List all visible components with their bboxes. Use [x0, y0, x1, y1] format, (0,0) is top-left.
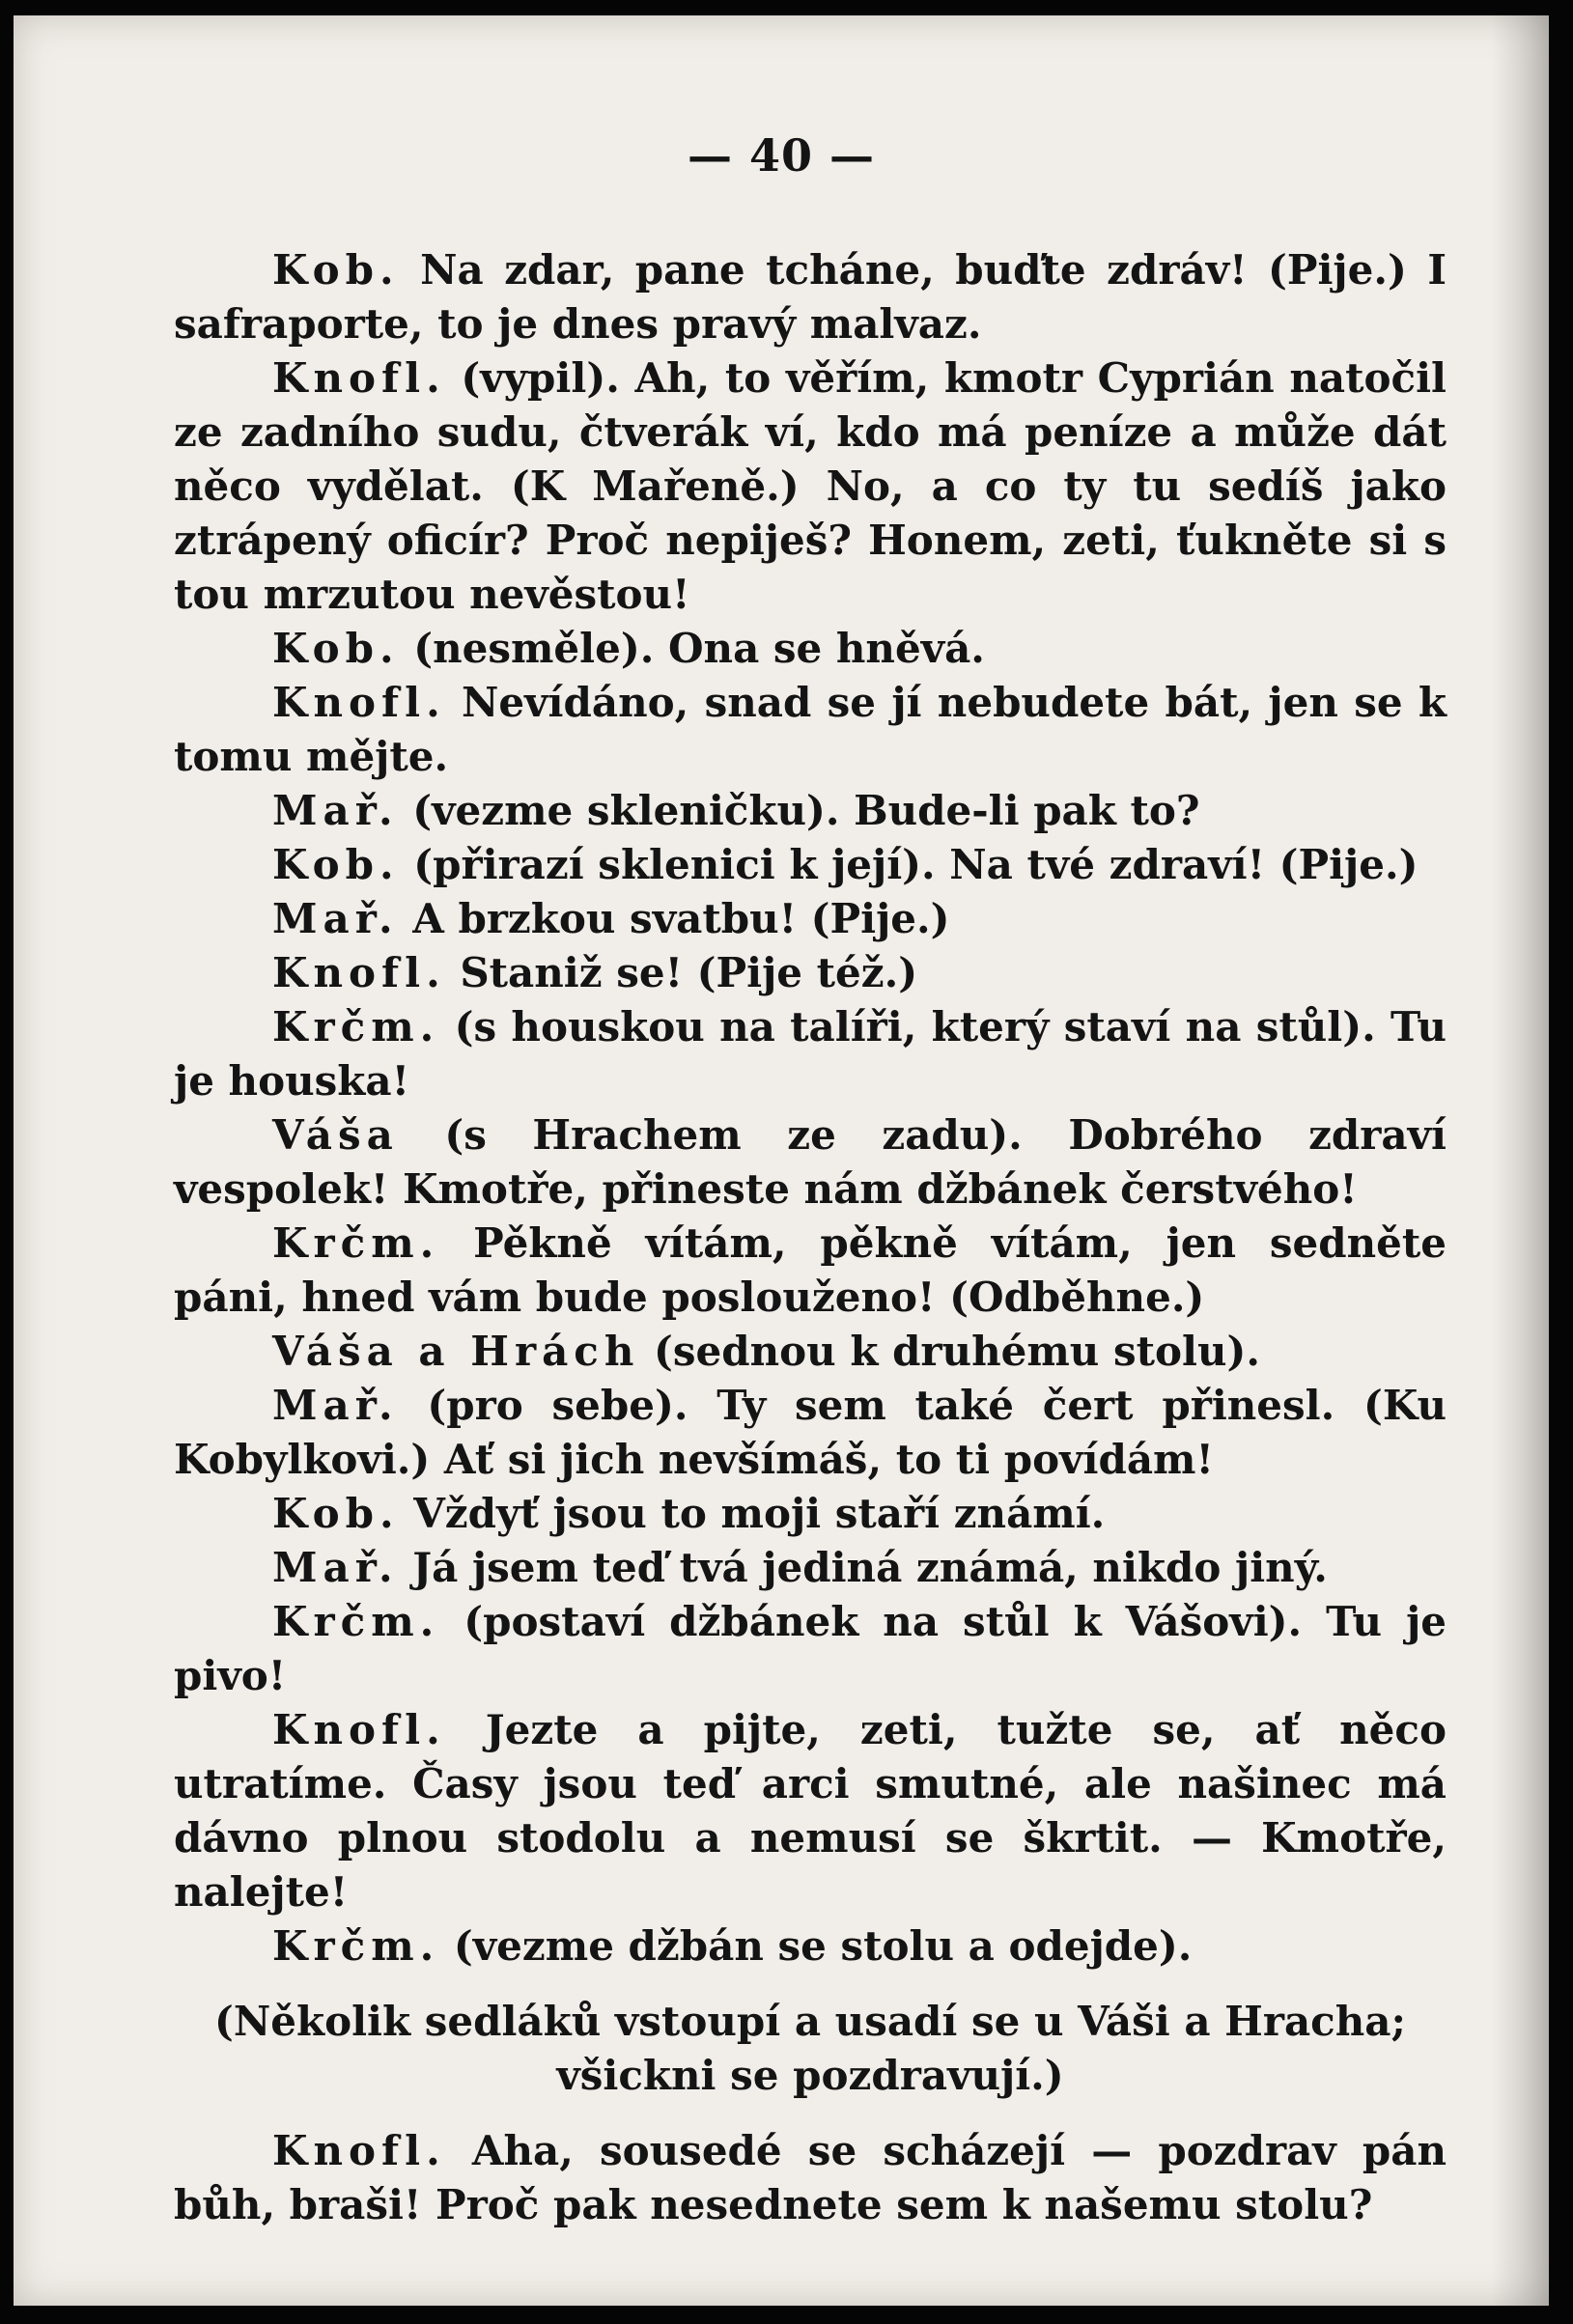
dialogue-line — [174, 784, 1447, 838]
speaker: Krčm. — [272, 1598, 440, 1645]
dialogue-line — [174, 892, 1447, 946]
line-text: Jezte a pijte, zeti, tužte se, ať něco utratíme. Časy jsou teď arci smutné, ale našinec má dávno plnou stodolu a nemusí se škrtit. — Kmotře, nalejte! — [174, 1706, 1447, 1916]
speaker: Mař. — [272, 787, 399, 834]
page-number: — 40 — — [687, 129, 876, 182]
dialogue-line — [174, 1487, 1447, 1541]
line-text: (vezme džbán se stolu a odejde). — [439, 1922, 1193, 1970]
speaker: Kob. — [272, 841, 400, 888]
speaker: Krčm. — [272, 1922, 440, 1970]
speaker: Knofl. — [272, 679, 446, 726]
line-text: (nesměle). Ona se hněvá. — [399, 625, 985, 672]
dialogue-line — [174, 243, 1447, 351]
line-text: (vezme skleničku). Bude-li pak to? — [398, 787, 1200, 834]
line-text: Já jsem teď tvá jediná známá, nikdo jiný. — [398, 1544, 1328, 1591]
dialogue-line — [174, 946, 1447, 1000]
speaker: Knofl. — [272, 949, 446, 996]
dialogue-line — [174, 622, 1447, 676]
line-text: (postaví džbánek na stůl k Vášovi). Tu je pivo! — [174, 1598, 1447, 1699]
line-text: (sednou k druhému stolu). — [639, 1328, 1260, 1375]
speaker: Mař. — [272, 1382, 399, 1429]
speaker: Váša — [272, 1111, 399, 1159]
dialogue-line — [174, 351, 1447, 622]
dialogue-text — [174, 243, 1447, 2232]
dialogue-line — [174, 1919, 1447, 1974]
line-text: Na zdar, pane tcháne, buďte zdráv! (Pije.) I safraporte, to je dnes pravý malvaz. — [174, 246, 1447, 348]
line-text: (pro sebe). Ty sem také čert přinesl. (Ku Kobylkovi.) Ať si jich nevšímáš, to ti povídám! — [174, 1382, 1447, 1483]
speaker: Kob. — [272, 1490, 400, 1537]
line-text: Aha, sousedé se scházejí — pozdrav pán bůh, braši! Proč pak nesednete sem k našemu stolu? — [174, 2127, 1447, 2228]
speaker: Kob. — [272, 246, 400, 294]
speaker: Krčm. — [272, 1219, 440, 1267]
speaker: Mař. — [272, 1544, 399, 1591]
book-page — [14, 15, 1549, 2306]
line-text: Pěkně vítám, pěkně vítám, jen sedněte páni, hned vám bude poslouženo! (Odběhne.) — [174, 1219, 1447, 1321]
dialogue-line — [174, 1703, 1447, 1919]
line-text: Nevídáno, snad se jí nebudete bát, jen se k tomu mějte. — [174, 679, 1447, 780]
line-text: A brzkou svatbu! (Pije.) — [398, 895, 950, 942]
speaker: Knofl. — [272, 1706, 446, 1753]
speaker: Mař. — [272, 895, 399, 942]
speaker: Knofl. — [272, 354, 446, 402]
line-text: (přirazí sklenici k její). Na tvé zdraví! (Pije.) — [399, 841, 1419, 888]
page-edge-shadow — [1491, 15, 1549, 2306]
dialogue-line — [174, 1108, 1447, 1217]
speaker: Kob. — [272, 625, 400, 672]
line-text: (vypil). Ah, to věřím, kmotr Cyprián natočil ze zadního sudu, čtverák ví, kdo má peníze a může dát něco vydělat. (K Mařeně.) No, a co ty tu sedíš jako ztrápený oficír? Proč nepiješ? Honem, zeti, ťukněte si s tou mrzutou nevěstou! — [174, 354, 1447, 618]
dialogue-line — [174, 1325, 1447, 1379]
speaker: Knofl. — [272, 2127, 446, 2174]
dialogue-line — [174, 2124, 1447, 2232]
line-text: Vždyť jsou to moji staří známí. — [399, 1490, 1106, 1537]
dialogue-line — [174, 1595, 1447, 1703]
dialogue-line — [174, 1217, 1447, 1325]
dialogue-line — [174, 1000, 1447, 1108]
speaker: Krčm. — [272, 1003, 440, 1050]
dialogue-line — [174, 1379, 1447, 1487]
dialogue-line — [174, 838, 1447, 892]
line-text: (s houskou na talíři, který staví na stůl). Tu je houska! — [174, 1003, 1447, 1105]
speaker: Váša a Hrách — [272, 1328, 640, 1375]
dialogue-line — [174, 1541, 1447, 1595]
line-text: Staniž se! (Pije též.) — [445, 949, 918, 996]
stage-direction: (Několik sedláků vstoupí a usadí se u Váši a Hracha; všickni se pozdravují.) — [213, 1998, 1407, 2099]
dialogue-line — [174, 676, 1447, 784]
line-text: (s Hrachem ze zadu). Dobrého zdraví vespolek! Kmotře, přineste nám džbánek čerstvého! — [174, 1111, 1447, 1213]
